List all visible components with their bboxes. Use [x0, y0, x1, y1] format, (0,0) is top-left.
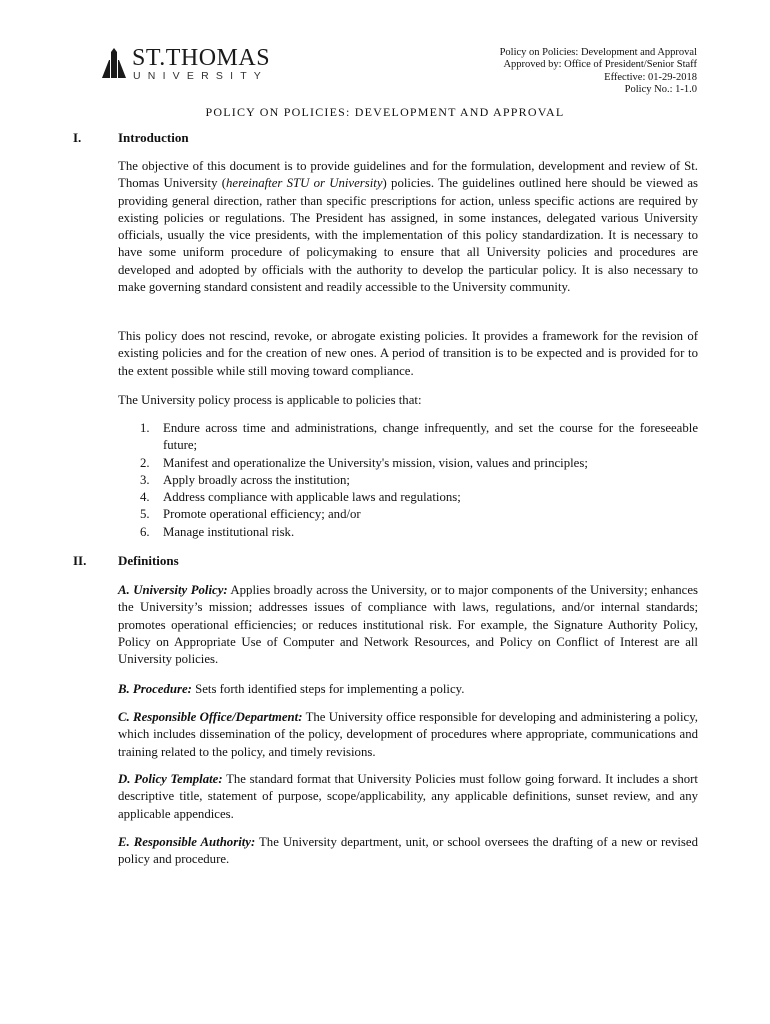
- list-item: [118, 455, 698, 472]
- list-item-number: 4.: [140, 490, 150, 505]
- applicability-list: [118, 420, 698, 541]
- list-item-text: Promote operational efficiency; and/or: [163, 507, 361, 522]
- list-item: [118, 472, 698, 489]
- intro-p1-italic: hereinafter STU or University: [226, 176, 383, 191]
- policy-header-meta: [500, 47, 697, 96]
- definition-responsible-office: [118, 709, 698, 761]
- list-item-text: Manage institutional risk.: [163, 524, 295, 539]
- definition-procedure: [118, 681, 698, 698]
- list-item-number: 1.: [140, 421, 150, 435]
- list-item: [118, 524, 698, 541]
- definition-text: Sets forth identified steps for implementing a policy.: [191, 682, 465, 696]
- definition-term: D. Policy Template:: [118, 772, 223, 786]
- university-logo: [102, 45, 271, 86]
- list-item: [118, 420, 698, 455]
- intro-p1-part-c: ) policies. The guidelines outlined here should be viewed as providing general direction, rather than specific prescriptions for action, unless specific actions are required by existing policies or regulations. The President has assigned, in some instances, delegated various University officials, usually the vice presidents, with the implementation of this policy standardization. It is necessary to have some uniform procedure of policymaking to ensure that all University policies and procedures are developed and adopted by officials with the authority to develop the particular policy. It is also necessary to make governing standard consistent and readily accessible to the University community.: [118, 176, 698, 295]
- list-item: [118, 506, 698, 523]
- section-2-heading: Definitions: [118, 553, 179, 568]
- list-item-number: 2.: [140, 455, 150, 470]
- list-item-number: 3.: [140, 472, 150, 487]
- definition-term: A. University Policy:: [118, 583, 228, 597]
- section-2-number: II.: [73, 553, 87, 568]
- list-item: [118, 489, 698, 506]
- definition-term: C. Responsible Office/Department:: [118, 710, 303, 724]
- section-1-heading: Introduction: [118, 130, 189, 145]
- header-policy-title: Policy on Policies: Development and Approval: [499, 47, 697, 58]
- definition-responsible-authority: [118, 834, 698, 869]
- definition-text: The standard format that University Policies must follow going forward. It includes a short descriptive title, statement of purpose, scope/applicability, any applicable definitions, sunset review, and any applicable appendices.: [118, 772, 698, 821]
- list-item-text: Manifest and operationalize the University's mission, vision, values and principles;: [163, 455, 588, 470]
- definition-university-policy: [118, 582, 698, 668]
- definition-text: Applies broadly across the University, or to major components of the University; enhances the University’s mission; addresses issues of compliance with laws, regulations, and/or internal standards; promotes operational efficiencies; or reduces institutional risk. For example, the Signature Authority Policy, Policy on Appropriate Use of Computer and Network Resources, and Policy on Conflict of Interest are all University policies.: [118, 583, 698, 667]
- header-effective-date: Effective: 01-29-2018: [604, 71, 697, 83]
- definition-text: The University department, unit, or school oversees the drafting of a new or revised policy and procedure.: [118, 835, 698, 867]
- document-title: POLICY ON POLICIES: DEVELOPMENT AND APPROVAL: [205, 105, 565, 119]
- list-item-number: 5.: [140, 507, 150, 522]
- logo-subtitle: UNIVERSITY: [133, 70, 269, 82]
- intro-paragraph-2: This policy does not rescind, revoke, or abrogate existing policies. It provides a framework for the revision of existing policies and for the creation of new ones. A period of transition is to be expected and is provided for to the extent possible while still moving toward compliance.: [118, 329, 698, 378]
- intro-p1-part-a: The objective of this document is to provide guidelines and for the formulation, development and review of St. Thomas University (: [118, 159, 698, 191]
- definition-policy-template: [118, 771, 698, 823]
- definition-text: The University office responsible for developing and administering a policy, which includes dissemination of the policy, development of procedures where appropriate, communications and training related to the policy, and timely revisions.: [118, 710, 698, 759]
- intro-paragraph-3: The University policy process is applicable to policies that:: [118, 393, 422, 407]
- intro-paragraph-1: [118, 158, 698, 296]
- obelisk-icon: [102, 48, 126, 78]
- list-item-text: Address compliance with applicable laws and regulations;: [163, 490, 461, 505]
- list-item-number: 6.: [140, 524, 150, 539]
- list-item-text: Endure across time and administrations, change infrequently, and set the course for the foreseeable future;: [163, 421, 698, 453]
- definition-term: B. Procedure:: [118, 682, 192, 696]
- logo-name: ST.THOMAS: [132, 45, 271, 71]
- header-policy-number: Policy No.: 1-1.0: [624, 83, 697, 95]
- section-1-number: I.: [73, 130, 82, 145]
- definition-term: E. Responsible Authority:: [118, 835, 256, 849]
- header-approved-by: Approved by: Office of President/Senior Staff: [503, 59, 697, 71]
- list-item-text: Apply broadly across the institution;: [163, 472, 350, 487]
